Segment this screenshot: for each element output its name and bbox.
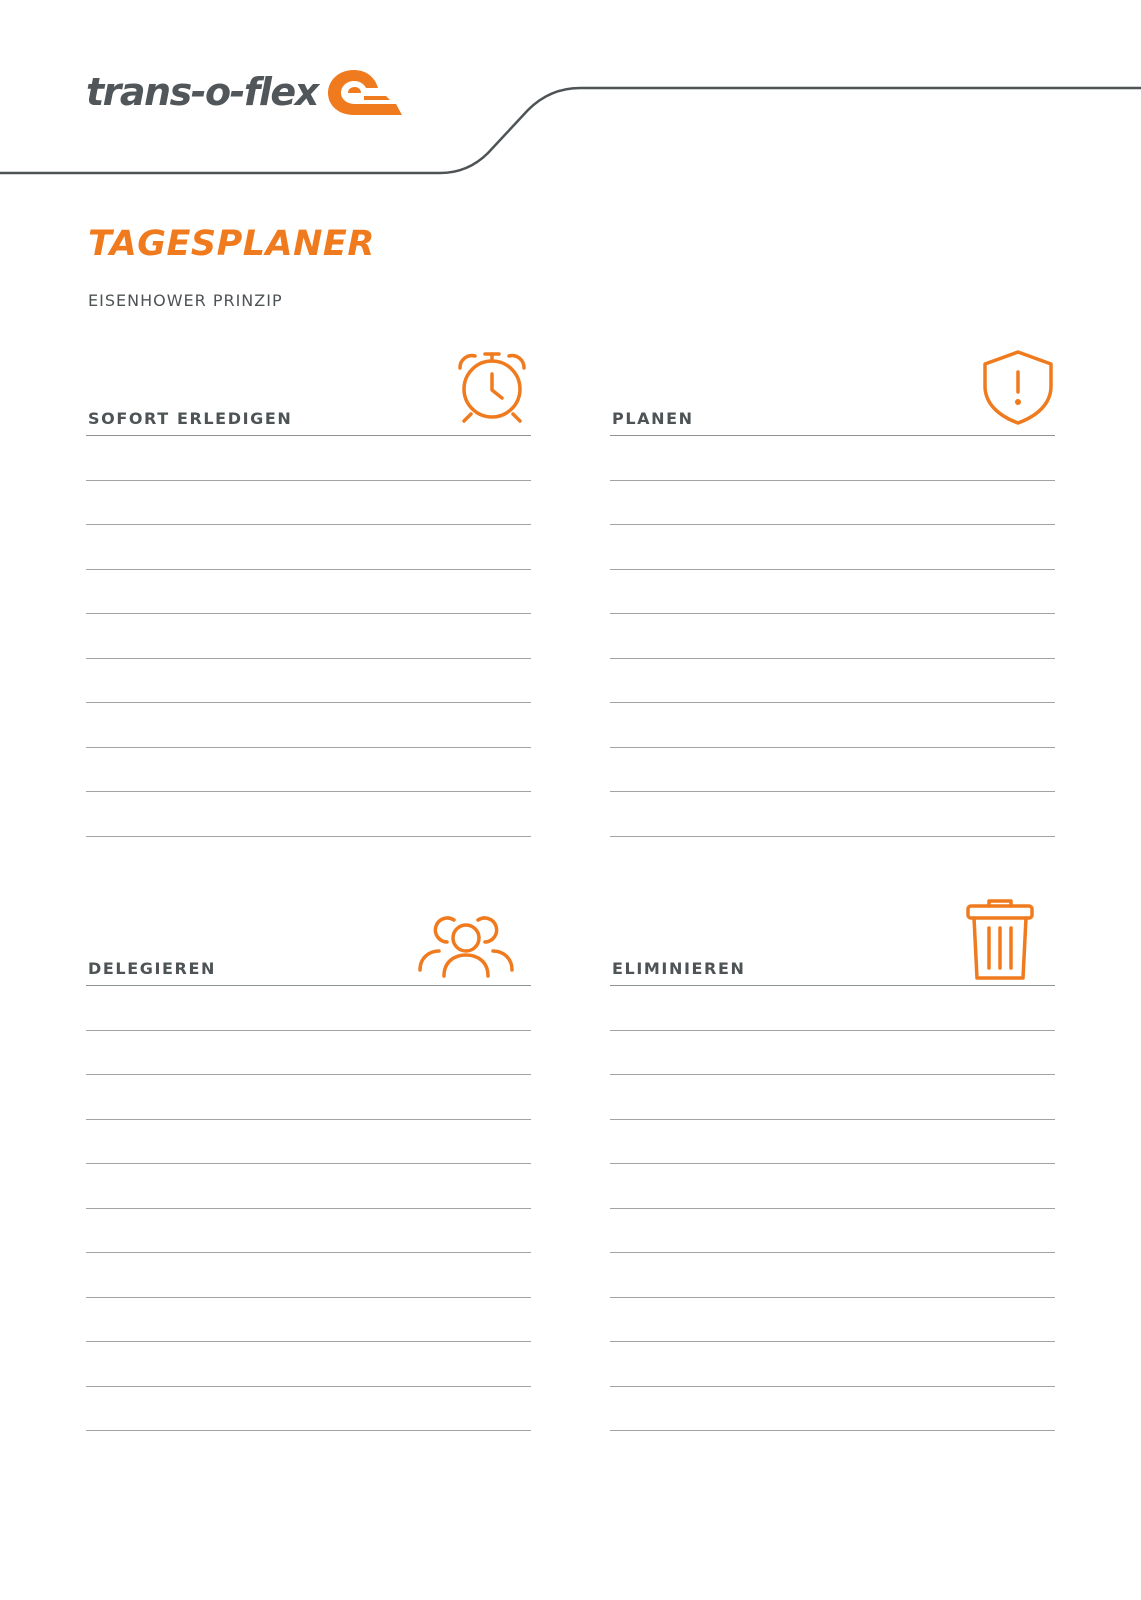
quadrant-header (610, 890, 1055, 986)
quadrant-header (86, 890, 531, 986)
quadrant-delegieren (86, 890, 531, 1431)
writing-lines (86, 436, 531, 837)
writing-line (86, 1298, 531, 1343)
quadrant-label: PLANEN (612, 409, 694, 428)
writing-line (610, 1209, 1055, 1254)
quadrant-label: SOFORT ERLEDIGEN (88, 409, 293, 428)
page-subtitle: EISENHOWER PRINZIP (88, 291, 283, 310)
writing-line (86, 614, 531, 659)
writing-line (86, 703, 531, 748)
writing-line (86, 792, 531, 837)
writing-line (86, 986, 531, 1031)
writing-line (86, 436, 531, 481)
quadrant-label: DELEGIEREN (88, 959, 216, 978)
shield-warning-icon (981, 348, 1055, 426)
writing-line (610, 659, 1055, 704)
writing-line (610, 1387, 1055, 1432)
quadrant-eliminieren (610, 890, 1055, 1431)
trash-can-icon (965, 898, 1035, 984)
writing-lines (86, 986, 531, 1431)
writing-lines (610, 986, 1055, 1431)
writing-line (610, 703, 1055, 748)
writing-line (610, 481, 1055, 526)
page-title: TAGESPLANER (88, 224, 375, 264)
writing-line (610, 1298, 1055, 1343)
quadrant-header (86, 340, 531, 436)
writing-line (86, 1120, 531, 1165)
quadrant-planen (610, 340, 1055, 837)
alarm-clock-icon (453, 348, 531, 426)
writing-line (610, 1342, 1055, 1387)
quadrant-sofort-erledigen (86, 340, 531, 837)
writing-line (86, 481, 531, 526)
writing-line (610, 570, 1055, 615)
writing-line (610, 1075, 1055, 1120)
people-group-icon (417, 908, 515, 978)
writing-line (86, 1342, 531, 1387)
writing-line (86, 1209, 531, 1254)
quadrant-header (610, 340, 1055, 436)
company-logo (86, 66, 406, 118)
writing-line (610, 436, 1055, 481)
writing-line (610, 1164, 1055, 1209)
writing-line (610, 986, 1055, 1031)
writing-lines (610, 436, 1055, 837)
writing-line (86, 748, 531, 793)
writing-line (610, 1253, 1055, 1298)
writing-line (610, 1031, 1055, 1076)
writing-line (86, 1031, 531, 1076)
writing-line (86, 1253, 531, 1298)
writing-line (610, 1120, 1055, 1165)
writing-line (610, 525, 1055, 570)
writing-line (86, 659, 531, 704)
writing-line (86, 1075, 531, 1120)
logo-mark-icon (324, 66, 406, 118)
logo-wordmark: trans-o-flex (86, 70, 318, 114)
writing-line (610, 614, 1055, 659)
writing-line (86, 570, 531, 615)
writing-line (86, 1164, 531, 1209)
writing-line (610, 748, 1055, 793)
writing-line (86, 525, 531, 570)
quadrant-label: ELIMINIEREN (612, 959, 746, 978)
writing-line (86, 1387, 531, 1432)
writing-line (610, 792, 1055, 837)
